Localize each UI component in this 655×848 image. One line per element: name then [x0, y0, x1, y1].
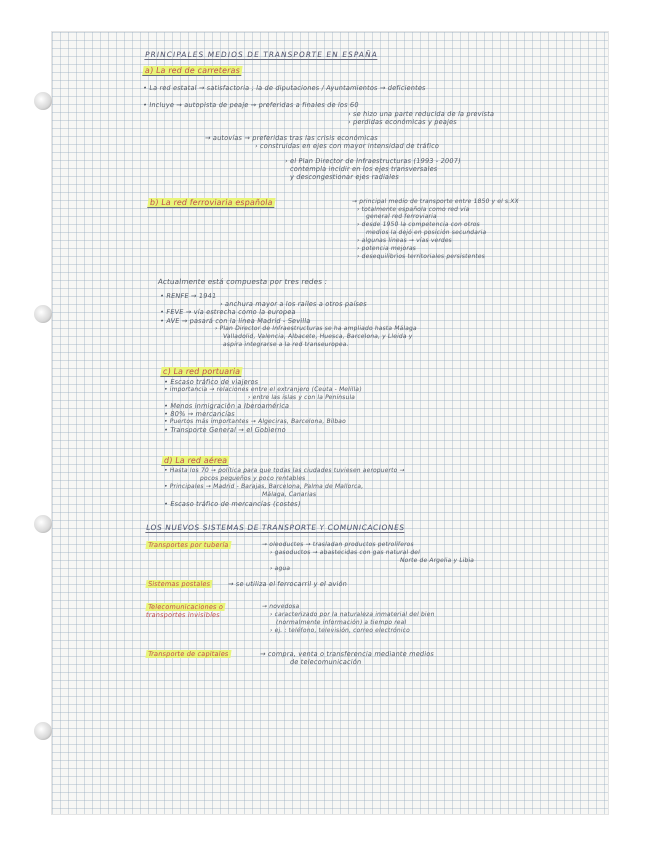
note-line: › anchura mayor a los raíles a otros países	[219, 300, 368, 308]
note-line: → compra, venta o transferencia mediante medios	[259, 650, 435, 658]
note-line: general red ferroviaria	[365, 213, 438, 220]
note-line: • RENFE → 1941	[159, 292, 217, 300]
note-line: › desde 1950 la competencia con otros	[356, 221, 481, 228]
note-line: → se utiliza el ferrocarril y el avión	[227, 580, 348, 588]
subheading: Transportes por tubería	[147, 541, 230, 549]
note-line: › gasoductos → abastecidas con gas natural del	[269, 549, 421, 556]
note-line: • Escaso tráfico de mercancías (costes)	[163, 500, 302, 508]
note-line: › se hizo una parte reducida de la prevista	[347, 110, 495, 118]
note-line: • Hasta los 70 → política para que todas las ciudades tuviesen aeropuerto →	[163, 467, 406, 474]
note-line: → principal medio de transporte entre 1850 y el s.XX	[351, 198, 520, 205]
note-line: Actualmente está compuesta por tres redes :	[157, 277, 328, 286]
note-line: • importancia → relaciones entre el extranjero (Ceuta - Melilla)	[163, 386, 363, 393]
note-line: • AVE → pasará con la línea Madrid - Sevilla	[159, 317, 312, 325]
note-line: › agua	[269, 565, 291, 572]
note-line: • 80% → mercancías	[163, 410, 236, 418]
note-line: medios la dejó en posición secundaria	[365, 229, 487, 236]
note-line: → oleoductes → trasladan productos petrolíferos	[261, 541, 415, 548]
subheading: transportes invisibles	[145, 611, 221, 619]
note-line: • La red estatal → satisfactoria ; la de diputaciones / Ayuntamientos → deficientes	[142, 84, 427, 92]
note-line: • Transporte General → el Gobierno	[163, 426, 287, 434]
note-line: › construidas en ejes con mayor intensidad de tráfico	[254, 142, 440, 150]
punch-hole	[34, 92, 52, 110]
note-line: › entre las islas y con la Península	[247, 394, 356, 401]
punch-hole	[34, 515, 52, 533]
section-b-heading: b) La red ferroviaria española	[147, 198, 275, 207]
note-line: • Menos inmigración a Iberoamérica	[163, 402, 290, 410]
subheading: Transporte de capitales	[147, 650, 230, 658]
punch-hole	[34, 722, 52, 740]
note-line: › totalmente española como red vía	[356, 206, 470, 213]
note-line: Norte de Argelia y Libia	[399, 557, 475, 564]
section-d-heading: d) La red aérea	[161, 456, 230, 465]
note-line: • Principales → Madrid - Barajas, Barcelona, Palma de Mallorca,	[163, 483, 364, 490]
note-line: Valladolid, Valencia, Albacete, Huesca, Barcelona, y Lleida y	[222, 333, 413, 340]
note-line: Málaga, Canarias	[261, 491, 317, 498]
subheading: Sistemas postales	[147, 580, 211, 588]
note-line: › desequilibrios territoriales persistentes	[356, 253, 486, 260]
note-line: pocos pequeños y poco rentables	[199, 475, 306, 482]
note-line: (normalmente información) a tiempo real	[275, 619, 407, 626]
note-line: › ej. : teléfono, televisión, correo electrónico	[269, 627, 411, 634]
note-line: › Plan Director de Infraestructuras se ha ampliado hasta Málaga	[214, 325, 418, 332]
note-line: → novedosa	[261, 603, 300, 610]
note-line: y descongestionar ejes radiales	[289, 173, 400, 181]
note-line: de telecomunicación	[289, 658, 362, 666]
section-a-heading: a) La red de carreteras	[142, 66, 242, 75]
subheading: Telecomunicaciones o	[147, 603, 224, 611]
section-c-heading: c) La red portuaria	[160, 367, 243, 376]
punch-hole	[34, 305, 52, 323]
note-line: › perdidas económicas y peajes	[347, 118, 458, 126]
note-line: • FEVE → vía estrecha como la europea	[159, 308, 297, 316]
page-title: PRINCIPALES MEDIOS DE TRANSPORTE EN ESPAÑA	[144, 50, 379, 59]
note-line: • Escaso tráfico de viajeros	[163, 378, 259, 386]
note-line: contempla incidir en los ejes transversales	[289, 165, 438, 173]
note-line: • Puertos más importantes → Algeciras, Barcelona, Bilbao	[163, 418, 347, 425]
note-line: › algunas líneas → vías verdes	[356, 237, 453, 244]
note-line: • Incluye → autopista de peaje → preferidas a finales de los 60	[142, 101, 360, 109]
section-nuevos-heading: LOS NUEVOS SISTEMAS DE TRANSPORTE Y COMUNICACIONES	[145, 523, 406, 532]
note-line: › caracterizado por la naturaleza inmaterial del bien	[269, 611, 436, 618]
note-line: → autovías → preferidas tras las crisis económicas	[204, 134, 379, 142]
note-line: › potencia mejoras	[356, 245, 417, 252]
note-line: › el Plan Director de Infraestructuras (1993 - 2007)	[284, 157, 462, 165]
note-line: aspira integrarse a la red transeuropea.	[222, 341, 350, 348]
